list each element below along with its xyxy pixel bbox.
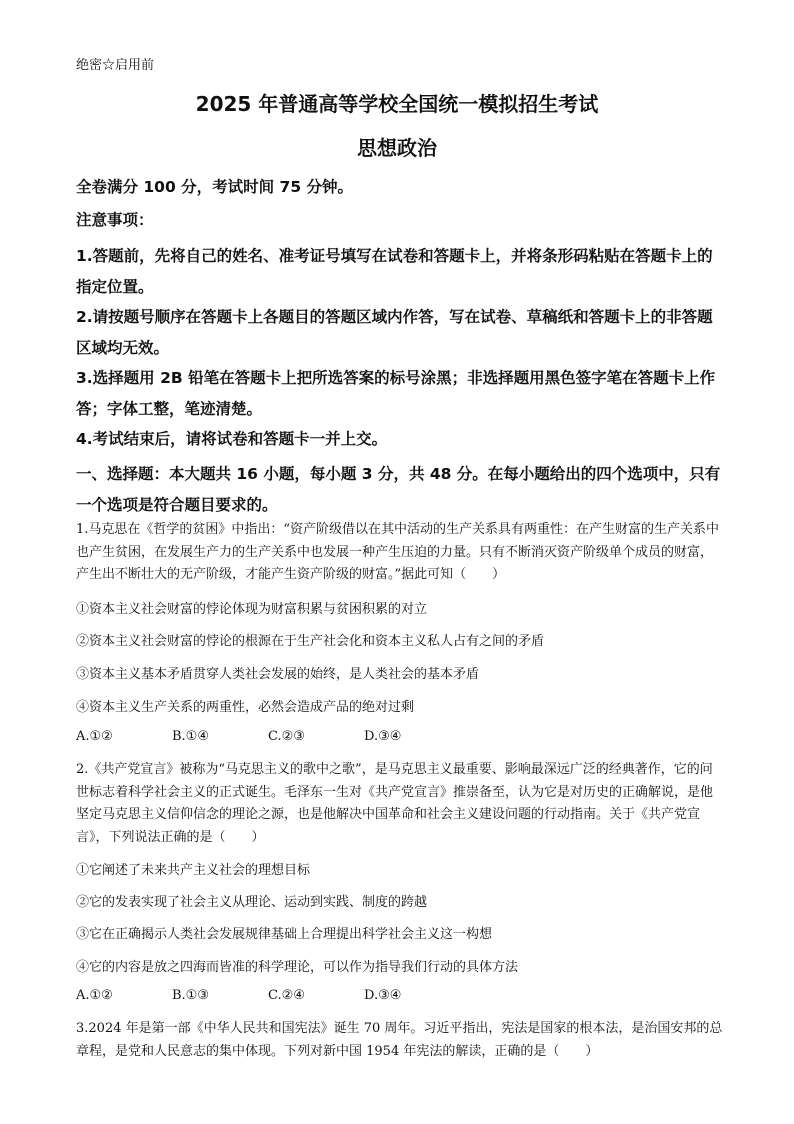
- question-1-option-2: ②资本主义社会财富的悖论的根源在于生产社会化和资本主义私人占有之间的矛盾: [76, 634, 545, 649]
- notice-item-2: 2.请按题号顺序在答题卡上各题目的答题区域内作答，写在试卷、草稿纸和答题卡上的非答题区域均无效。: [76, 308, 713, 357]
- secret-label: 绝密☆启用前: [76, 58, 155, 73]
- question-1-option-4: ④资本主义生产关系的两重性，必然会造成产品的绝对过剩: [76, 700, 415, 715]
- question-2-option-2: ②它的发表实现了社会主义从理论、运动到实践、制度的跨越: [76, 895, 428, 910]
- notice-heading: 注意事项：: [76, 211, 154, 229]
- notice-item-4: 4.考试结束后，请将试卷和答题卡一并上交。: [76, 430, 388, 448]
- choice-c: C.②③: [268, 729, 305, 744]
- notice-item-1: 1.答题前，先将自己的姓名、准考证号填写在试卷和答题卡上，并将条形码粘贴在答题卡上的指定位置。: [76, 247, 713, 296]
- choice-c: C.②④: [268, 988, 305, 1003]
- question-2-option-4: ④它的内容是放之四海而皆准的科学理论，可以作为指导我们行动的具体方法: [76, 960, 519, 975]
- choice-b: B.①④: [172, 729, 209, 744]
- question-1-option-1: ①资本主义社会财富的悖论体现为财富积累与贫困积累的对立: [76, 602, 428, 617]
- question-3-stem: 3.2024 年是第一部《中华人民共和国宪法》诞生 70 周年。习近平指出，宪法是国家的根本法，是治国安邦的总章程，是党和人民意志的集中体现。下列对新中国 1954 年宪法的解读，正确的是（ ）: [76, 1021, 723, 1059]
- choice-a: A.①②: [76, 988, 113, 1003]
- choice-d: D.③④: [364, 729, 402, 744]
- section-heading: 一、选择题：本大题共 16 小题，每小题 3 分，共 48 分。在每小题给出的四个选项中，只有一个选项是符合题目要求的。: [76, 465, 721, 514]
- notice-item-3: 3.选择题用 2B 铅笔在答题卡上把所选答案的标号涂黑；非选择题用黑色签字笔在答题卡上作答；字体工整，笔迹清楚。: [76, 369, 716, 418]
- question-1-option-3: ③资本主义基本矛盾贯穿人类社会发展的始终，是人类社会的基本矛盾: [76, 667, 480, 682]
- exam-title: 2025 年普通高等学校全国统一模拟招生考试: [195, 92, 599, 116]
- choice-d: D.③④: [364, 988, 402, 1003]
- score-time: 全卷满分 100 分，考试时间 75 分钟。: [76, 178, 354, 196]
- choice-b: B.①③: [172, 988, 209, 1003]
- question-2-choices: [76, 988, 460, 1003]
- question-1-stem: 1.马克思在《哲学的贫困》中指出：“资产阶级借以在其中活动的生产关系具有两重性：在产生财富的生产关系中也产生贫困，在发展生产力的生产关系中也发展一种产生压迫的力量。只有不断消灭资产阶级单个成员的财富，产生出不断壮大的无产阶级，才能产生资产阶级的财富。”据此可知（ ）: [76, 522, 720, 582]
- question-1-choices: [76, 729, 460, 744]
- question-2-option-3: ③它在正确揭示人类社会发展规律基础上合理提出科学社会主义这一构想: [76, 927, 493, 942]
- question-2-option-1: ①它阐述了未来共产主义社会的理想目标: [76, 863, 311, 878]
- question-2-stem: 2.《共产党宣言》被称为“马克思主义的歌中之歌”，是马克思主义最重要、影响最深远广泛的经典著作，它的问世标志着科学社会主义的正式诞生。毛泽东一生对《共产党宣言》推崇备至，认为它是对历史的正确解说，是他坚定马克思主义信仰信念的理论之源，也是他解决中国革命和社会主义建设问题的行动指南。关于《共产党宣言》，下列说法正确的是（ ）: [76, 762, 714, 845]
- subject-title: 思想政治: [357, 136, 437, 160]
- choice-a: A.①②: [76, 729, 113, 744]
